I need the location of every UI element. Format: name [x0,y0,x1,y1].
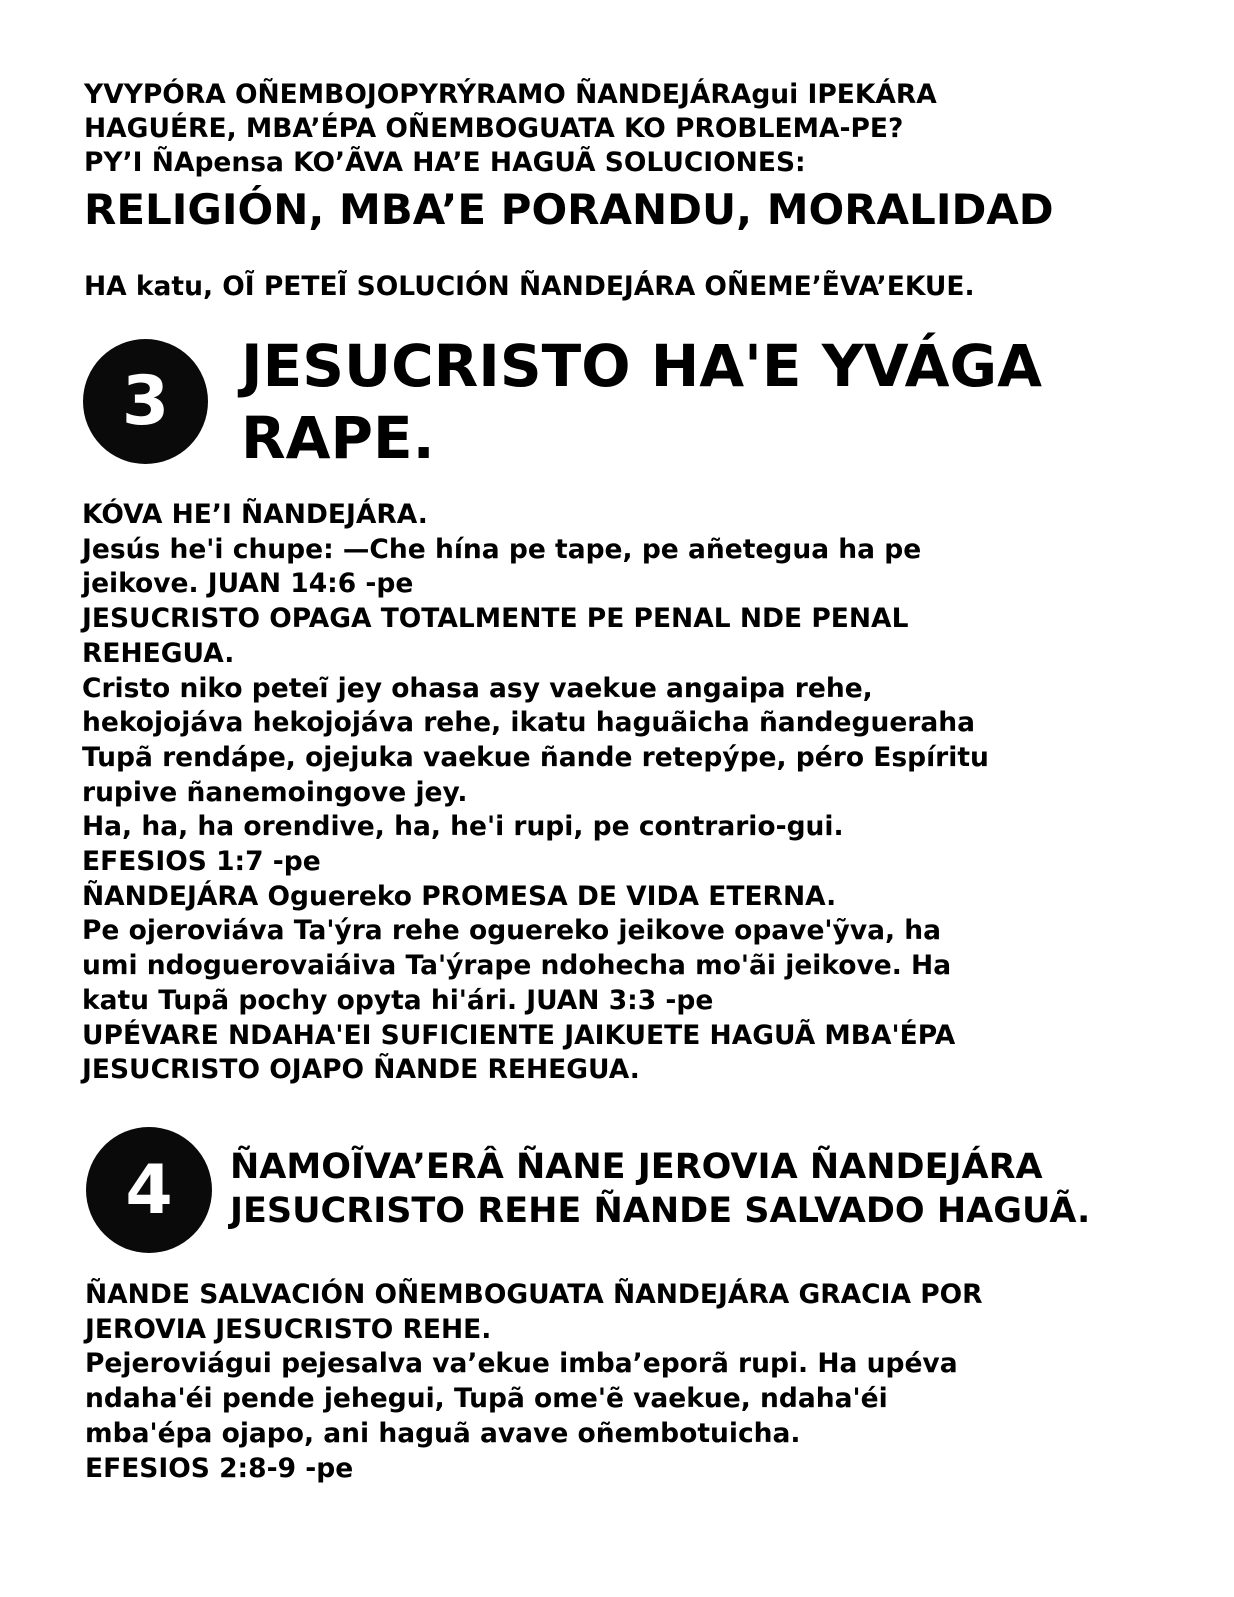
point-3-number-badge: 3 [83,339,208,464]
point-4-line: Pejeroviágui pejesalva va’ekue imba’eporã rupi. Ha upéva [85,1348,958,1380]
point-3-line: Pe ojeroviáva Ta'ýra rehe oguereko jeikove opave'ỹva, ha [82,915,942,947]
point-4-line: mba'épa ojapo, ani haguã avave oñembotuicha. [85,1417,801,1449]
point-3-line: jeikove. JUAN 14:6 -pe [82,568,414,600]
point-3-title-line-2: RAPE. [241,404,435,472]
intro-line-1: YVYPÓRA OÑEMBOJOPYRÝRAMO ÑANDEJÁRAgui IPEKÁRA [84,79,937,110]
point-4-title [230,1145,1090,1233]
point-3-line: Tupã rendápe, ojejuka vaekue ñande retepýpe, péro Espíritu [82,741,989,773]
point-4-line: ÑANDE SALVACIÓN OÑEMBOGUATA ÑANDEJÁRA GRACIA POR [85,1279,983,1310]
point-3-line: ÑANDEJÁRA Oguereko PROMESA DE VIDA ETERNA. [82,880,837,912]
intro-line-3: PY’I ÑApensa KO’ÃVA HA’E HAGUÃ SOLUCIONES: [84,147,806,178]
point-3-line: umi ndoguerovaiáiva Ta'ýrape ndohecha mo'ãi jeikove. Ha [82,950,952,982]
point-4-line: ndaha'éi pende jehegui, Tupã ome'ẽ vaekue, ndaha'éi [85,1383,888,1415]
point-4-line: JEROVIA JESUCRISTO REHE. [85,1313,492,1345]
intro-big-heading: RELIGIÓN, MBA’E PORANDU, MORALIDAD [84,185,1054,234]
point-3-line: rupive ñanemoingove jey. [82,776,468,808]
point-3-line: KÓVA HE’I ÑANDEJÁRA. [82,499,428,530]
point-3-line: Jesús he'i chupe: —Che hína pe tape, pe añetegua ha pe [82,533,922,565]
point-4-title-line-2: JESUCRISTO REHE ÑANDE SALVADO HAGUÃ. [230,1191,1091,1231]
point-3-line: REHEGUA. [82,637,235,669]
point-3-line: JESUCRISTO OPAGA TOTALMENTE PE PENAL NDE PENAL [82,603,909,635]
intro-answer: HA katu, OĨ PETEĨ SOLUCIÓN ÑANDEJÁRA OÑEME’ẼVA’EKUE. [84,271,975,302]
point-3-line: EFESIOS 1:7 -pe [82,846,321,878]
point-4-title-line-1: ÑAMOĨVA’ERÂ ÑANE JEROVIA ÑANDEJÁRA [230,1147,1043,1187]
point-4-line: EFESIOS 2:8-9 -pe [85,1452,354,1484]
point-3-line: JESUCRISTO OJAPO ÑANDE REHEGUA. [82,1054,640,1086]
point-3-line: hekojojáva hekojojáva rehe, ikatu haguãicha ñandegueraha [82,707,976,739]
point-3-body [82,498,1202,1088]
point-3-line: katu Tupã pochy opyta hi'ári. JUAN 3:3 -pe [82,984,714,1016]
point-3-line: Ha, ha, ha orendive, ha, he'i rupi, pe contrario-gui. [82,811,844,843]
point-3-title [241,330,1042,474]
point-3-line: UPÉVARE NDAHA'EI SUFICIENTE JAIKUETE HAGUÃ MBA'ÉPA [82,1019,956,1051]
point-3-line: Cristo niko peteĩ jey ohasa asy vaekue angaipa rehe, [82,672,873,704]
intro-line-2: HAGUÉRE, MBA’ÉPA OÑEMBOGUATA KO PROBLEMA-PE? [84,113,904,144]
intro-block [84,78,1184,236]
point-3-title-line-1: JESUCRISTO HA'E YVÁGA [241,332,1043,400]
point-4-body [85,1278,1205,1486]
point-4-number-badge: 4 [86,1127,212,1253]
